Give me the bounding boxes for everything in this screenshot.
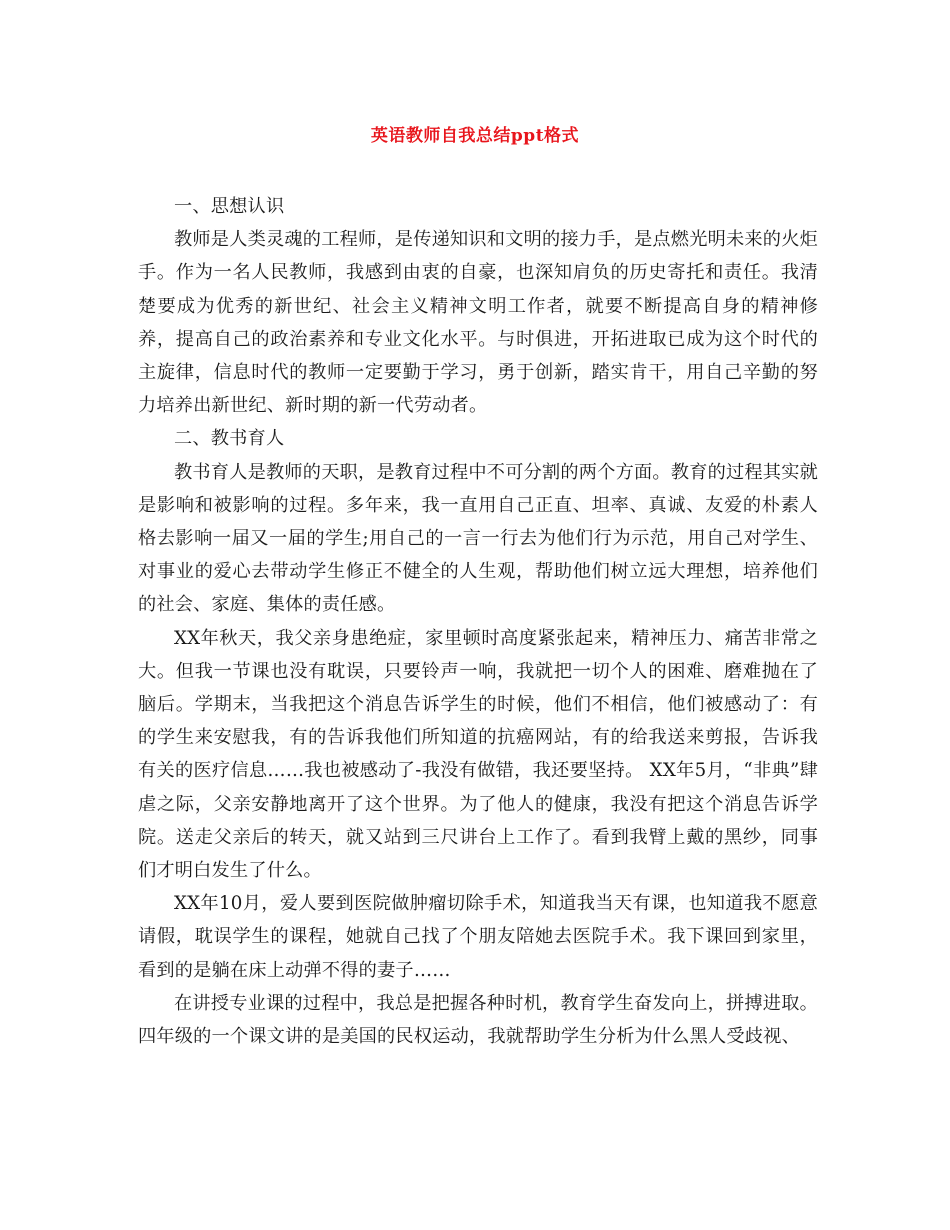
section-heading-teaching: 二、教书育人 (174, 428, 285, 450)
paragraph-wife: XX年10月，爱人要到医院做肿瘤切除手术，知道我当天有课，也知道我不愿意请假，耽误学生的课程，她就自己找了个朋友陪她去医院手术。我下课回到家里，看到的是躺在床上动弹不得的妻子…… (138, 893, 818, 981)
document-title: 英语教师自我总结ppt格式 (370, 126, 580, 146)
paragraph-thought: 教师是人类灵魂的工程师，是传递知识和文明的接力手，是点燃光明未来的火炬手。作为一名人民教师，我感到由衷的自豪，也深知肩负的历史寄托和责任。我清楚要成为优秀的新世纪、社会主义精神文明工作者，就要不断提高自身的精神修养，提高自己的政治素养和专业文化水平。与时俱进，开拓进取已成为这个时代的主旋律，信息时代的教师一定要勤于学习，勇于创新，踏实肯干，用自己辛勤的努力培养出新世纪、新时期的新一代劳动者。 (138, 229, 818, 417)
section-heading-thought: 一、思想认识 (174, 196, 285, 217)
document-body (138, 190, 818, 1053)
paragraph-teaching: 教书育人是教师的天职，是教育过程中不可分割的两个方面。教育的过程其实就是影响和被影响的过程。多年来，我一直用自己正直、坦率、真诚、友爱的朴素人格去影响一届又一届的学生;用自己的一言一行去为他们行为示范，用自己对学生、对事业的爱心去带动学生修正不健全的人生观，帮助他们树立远大理想，培养他们的社会、家庭、集体的责任感。 (138, 461, 818, 616)
paragraph-father: XX年秋天，我父亲身患绝症，家里顿时高度紧张起来，精神压力、痛苦非常之大。但我一节课也没有耽误，只要铃声一响，我就把一切个人的困难、磨难抛在了脑后。学期末，当我把这个消息告诉学生的时候，他们不相信，他们被感动了：有的学生来安慰我，有的告诉我他们所知道的抗癌网站，有的给我送来剪报，告诉我有关的医疗信息……我也被感动了-我没有做错，我还要坚持。 XX年5月，“非典”肆虐之际，父亲安静地离开了这个世界。为了他人的健康，我没有把这个消息告诉学院。送走父亲后的转天，就又站到三尺讲台上工作了。看到我臂上戴的黑纱，同事们才明白发生了什么。 (138, 627, 818, 882)
paragraph-course: 在讲授专业课的过程中，我总是把握各种时机，教育学生奋发向上，拼搏进取。四年级的一个课文讲的是美国的民权运动，我就帮助学生分析为什么黑人受歧视、 (138, 992, 818, 1048)
